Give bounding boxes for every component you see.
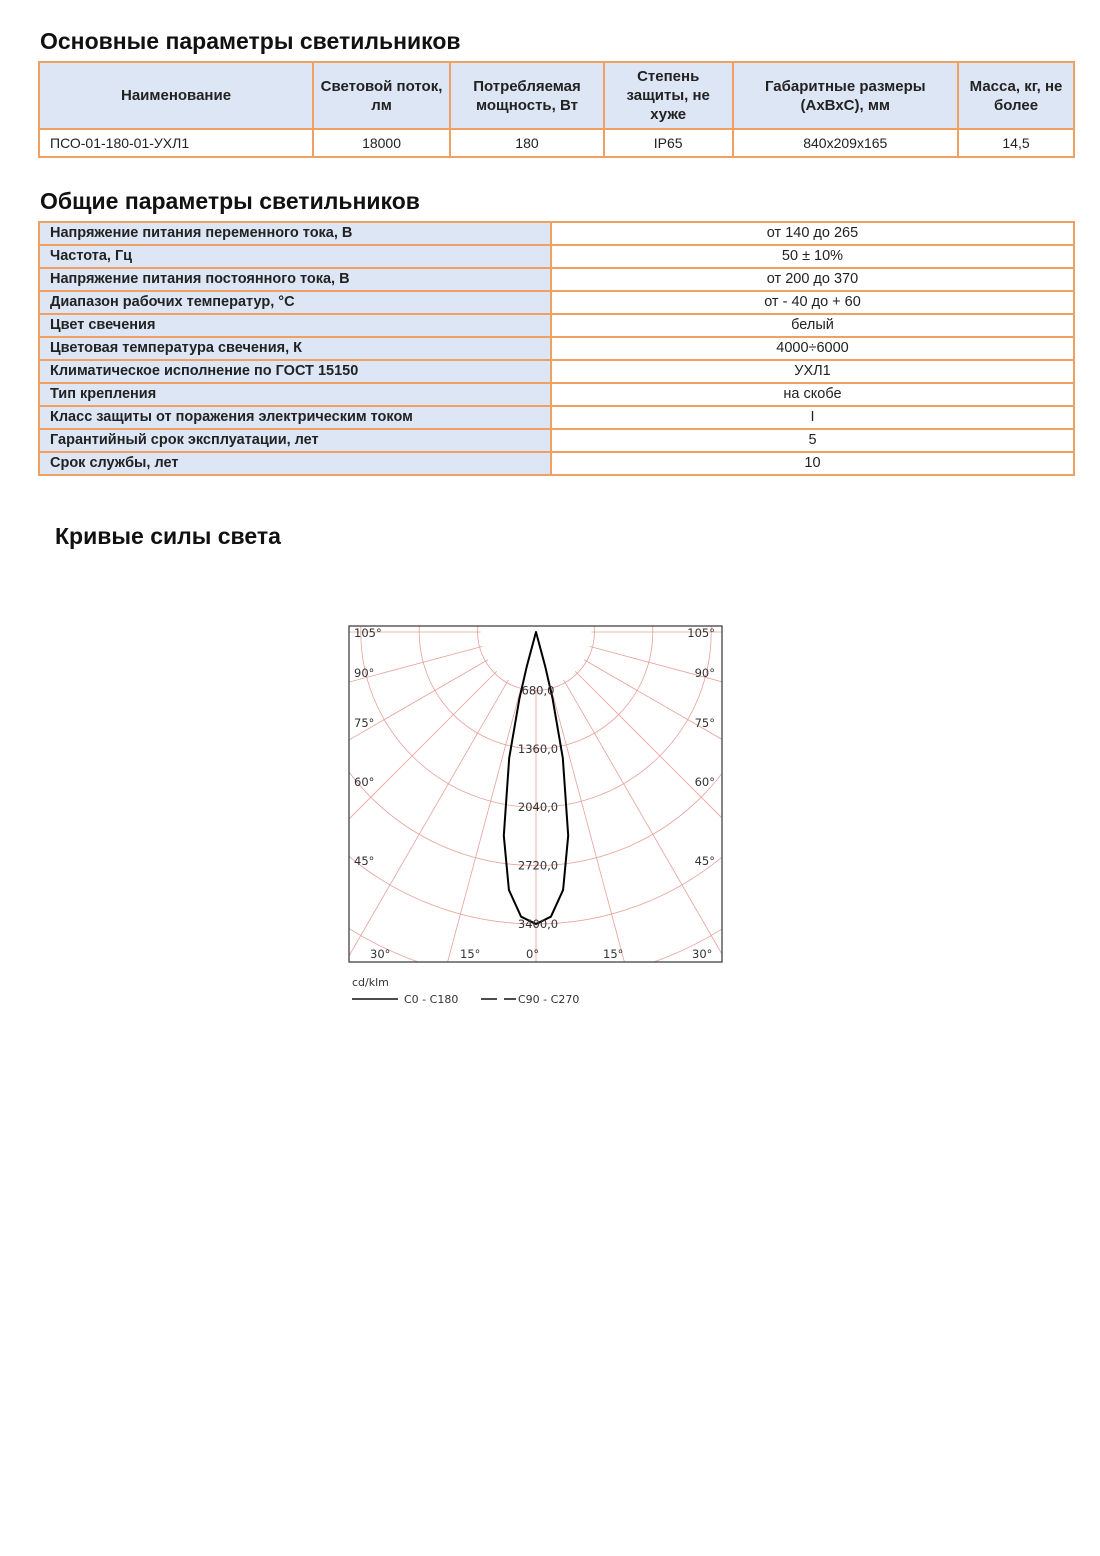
general-params-table [38,221,1075,476]
table-row [39,406,1074,429]
param-name: Цветовая температура свечения, К [39,337,551,360]
param-name: Климатическое исполнение по ГОСТ 15150 [39,360,551,383]
param-name: Напряжение питания постоянного тока, В [39,268,551,291]
angle-label-bottom: 30° [370,947,391,961]
curves-title: Кривые силы света [55,523,281,549]
angle-label-right: 45° [694,854,715,868]
param-name: Частота, Гц [39,245,551,268]
header-dimensions: Габаритные размеры (АхВхС), мм [733,62,959,129]
header-flux: Световой поток, лм [313,62,450,129]
table-row [39,268,1074,291]
cell-mass: 14,5 [958,129,1074,157]
param-value: белый [551,314,1074,337]
header-protection: Степень защиты, не хуже [604,62,733,129]
polar-chart-svg [348,625,724,1015]
param-value: 10 [551,452,1074,475]
param-name: Срок службы, лет [39,452,551,475]
table-row [39,383,1074,406]
table-row [39,222,1074,245]
main-params-title: Основные параметры светильников [40,28,461,54]
radial-tick-label: 1360,0 [517,741,559,756]
radial-tick-label: 2720,0 [517,858,559,873]
param-value: на скобе [551,383,1074,406]
angle-label-left: 75° [354,716,375,730]
main-params-header-row [39,62,1074,129]
main-params-table [38,61,1075,158]
table-row [39,314,1074,337]
unit-label: cd/klm [352,976,389,989]
table-row [39,452,1074,475]
angle-label-right: 60° [694,775,715,789]
angle-label-left: 90° [354,666,375,680]
param-value: I [551,406,1074,429]
radial-tick-label: 3400,0 [517,917,559,931]
table-row [39,245,1074,268]
param-value: 5 [551,429,1074,452]
param-name: Напряжение питания переменного тока, В [39,222,551,245]
radial-tick-label: 680,0 [521,683,555,698]
angle-label-left: 60° [354,775,375,789]
angle-label-bottom: 0° [526,947,540,961]
cell-dimensions: 840х209х165 [733,129,959,157]
header-power: Потребляемая мощность, Вт [450,62,604,129]
param-name: Класс защиты от поражения электрическим током [39,406,551,429]
param-name: Гарантийный срок эксплуатации, лет [39,429,551,452]
angle-label-bottom: 15° [603,947,624,961]
table-row [39,291,1074,314]
cell-protection: IP65 [604,129,733,157]
legend-label-c90: C90 - C270 [518,993,580,1006]
angle-label-left: 105° [354,626,382,640]
table-row [39,337,1074,360]
param-value: УХЛ1 [551,360,1074,383]
param-name: Диапазон рабочих температур, °С [39,291,551,314]
header-name: Наименование [39,62,313,129]
cell-name: ПСО-01-180-01-УХЛ1 [39,129,313,157]
legend-label-c0: C0 - C180 [404,993,459,1006]
cell-power: 180 [450,129,604,157]
param-value: от 140 до 265 [551,222,1074,245]
table-row [39,129,1074,157]
param-name: Цвет свечения [39,314,551,337]
angle-label-right: 75° [694,716,715,730]
light-distribution-chart [348,625,724,1015]
angle-label-left: 45° [354,854,375,868]
angle-label-bottom: 15° [460,947,481,961]
param-value: 4000÷6000 [551,337,1074,360]
cell-flux: 18000 [313,129,450,157]
table-row [39,429,1074,452]
param-name: Тип крепления [39,383,551,406]
param-value: от - 40 до + 60 [551,291,1074,314]
param-value: 50 ± 10% [551,245,1074,268]
param-value: от 200 до 370 [551,268,1074,291]
radial-tick-label: 2040,0 [517,800,559,815]
angle-label-right: 90° [694,666,715,680]
angle-label-bottom: 30° [692,947,713,961]
angle-label-right: 105° [687,626,715,640]
table-row [39,360,1074,383]
general-params-title: Общие параметры светильников [40,188,420,214]
header-mass: Масса, кг, не более [958,62,1074,129]
